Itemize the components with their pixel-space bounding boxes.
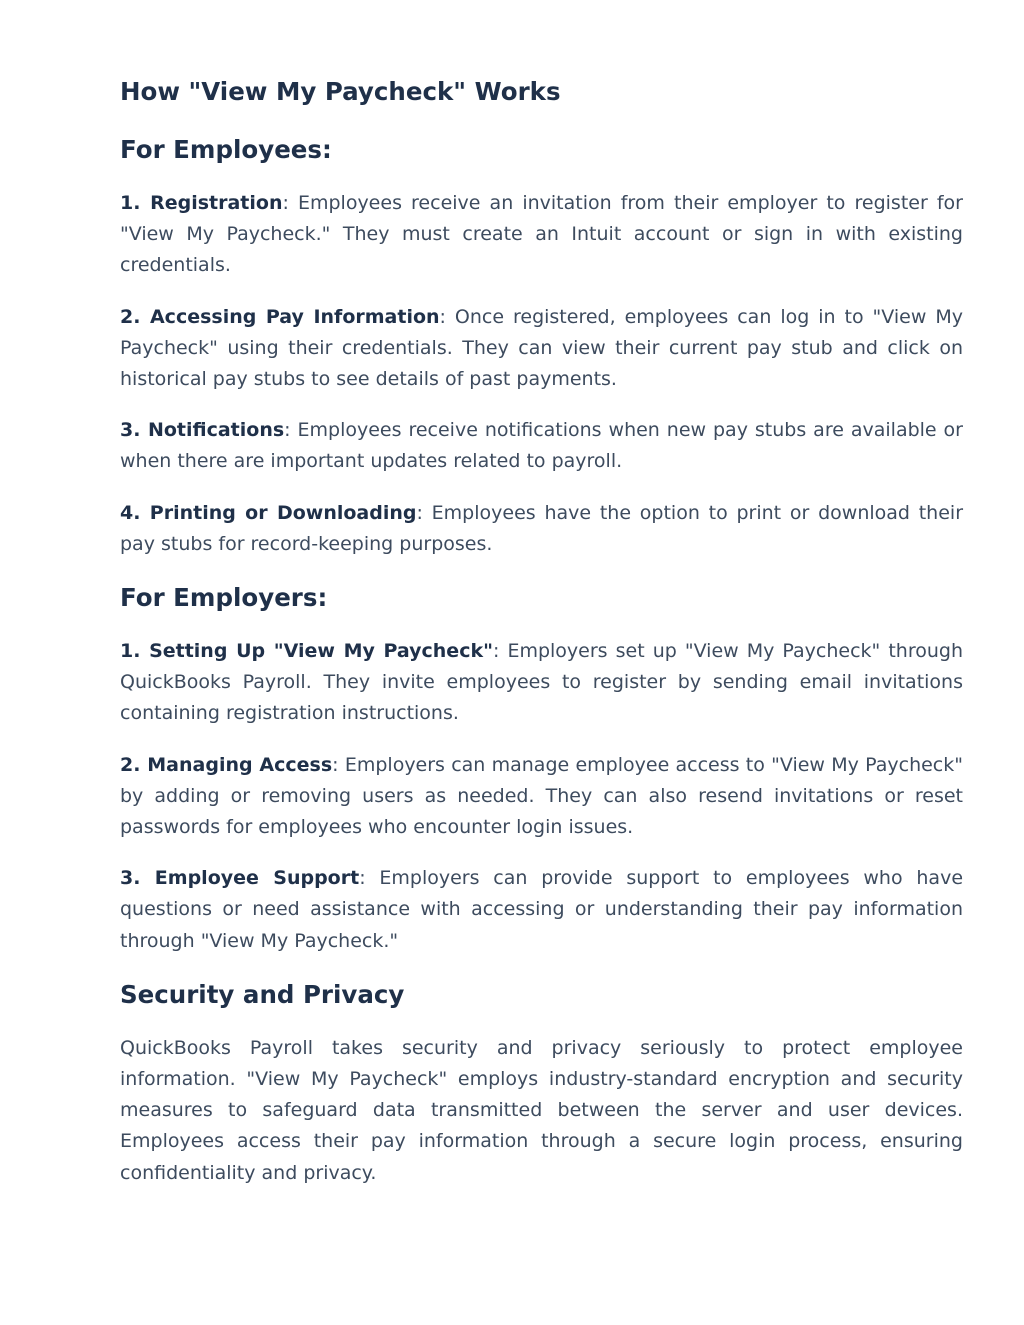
section-for-employers [120,580,963,957]
section-for-employees [120,132,963,560]
employee-item-printing-or-downloading [120,498,963,560]
section-heading: Security and Privacy [120,979,405,1009]
item-label: 4. Printing or Downloading [120,501,417,524]
item-text: : Employers can manage employee access to "View My Paycheck" by adding or removing users as needed. They can also resend invitations or reset passwords for employees who encounter login issues. [120,753,963,839]
item-label: 1. Registration [120,192,283,214]
security-body-paragraph: QuickBooks Payroll takes security and privacy seriously to protect employee information. "View My Paycheck" employs industry-standard encryption and security measures to safeguard data transmitted between the server and user devices. Employees access their pay information through a secure login process, ensuring confidentiality and privacy. [120,1036,963,1184]
item-label: 2. Managing Access [120,753,333,776]
section-security-and-privacy [120,977,963,1189]
item-label: 1. Setting Up "View My Paycheck" [120,640,493,663]
employee-item-accessing-pay-information [120,302,963,396]
item-text: : Once registered, employees can log in to "View My Paycheck" using their credentials. They can view their current pay stub and click on historical pay stubs to see details of past payments. [120,305,963,391]
section-heading: For Employees: [120,135,332,164]
employee-item-notifications [120,415,963,477]
document-title: How "View My Paycheck" Works [120,77,561,106]
section-heading: For Employers: [120,583,328,613]
employer-item-employee-support [120,863,963,957]
item-text: : Employers set up "View My Paycheck" through QuickBooks Payroll. They invite employees to register by sending email invitations containing registration instructions. [120,640,963,725]
item-text: : Employees receive notifications when new pay stubs are available or when there are important updates related to payroll. [120,419,963,473]
item-label: 2. Accessing Pay Information [120,305,440,328]
employer-item-managing-access [120,750,963,844]
employee-item-registration [120,188,963,282]
document-page [120,74,963,1209]
item-text: : Employers can provide support to employees who have questions or need assistance with accessing or understanding their pay information through "View My Paycheck." [120,867,964,952]
item-text: : Employees have the option to print or download their pay stubs for record-keeping purposes. [120,501,964,555]
employer-item-setting-up [120,636,963,730]
item-text: : Employees receive an invitation from their employer to register for "View My Paycheck." They must create an Intuit account or sign in with existing credentials. [120,192,963,277]
item-label: 3. Employee Support [120,867,360,890]
item-label: 3. Notifications [120,419,285,442]
